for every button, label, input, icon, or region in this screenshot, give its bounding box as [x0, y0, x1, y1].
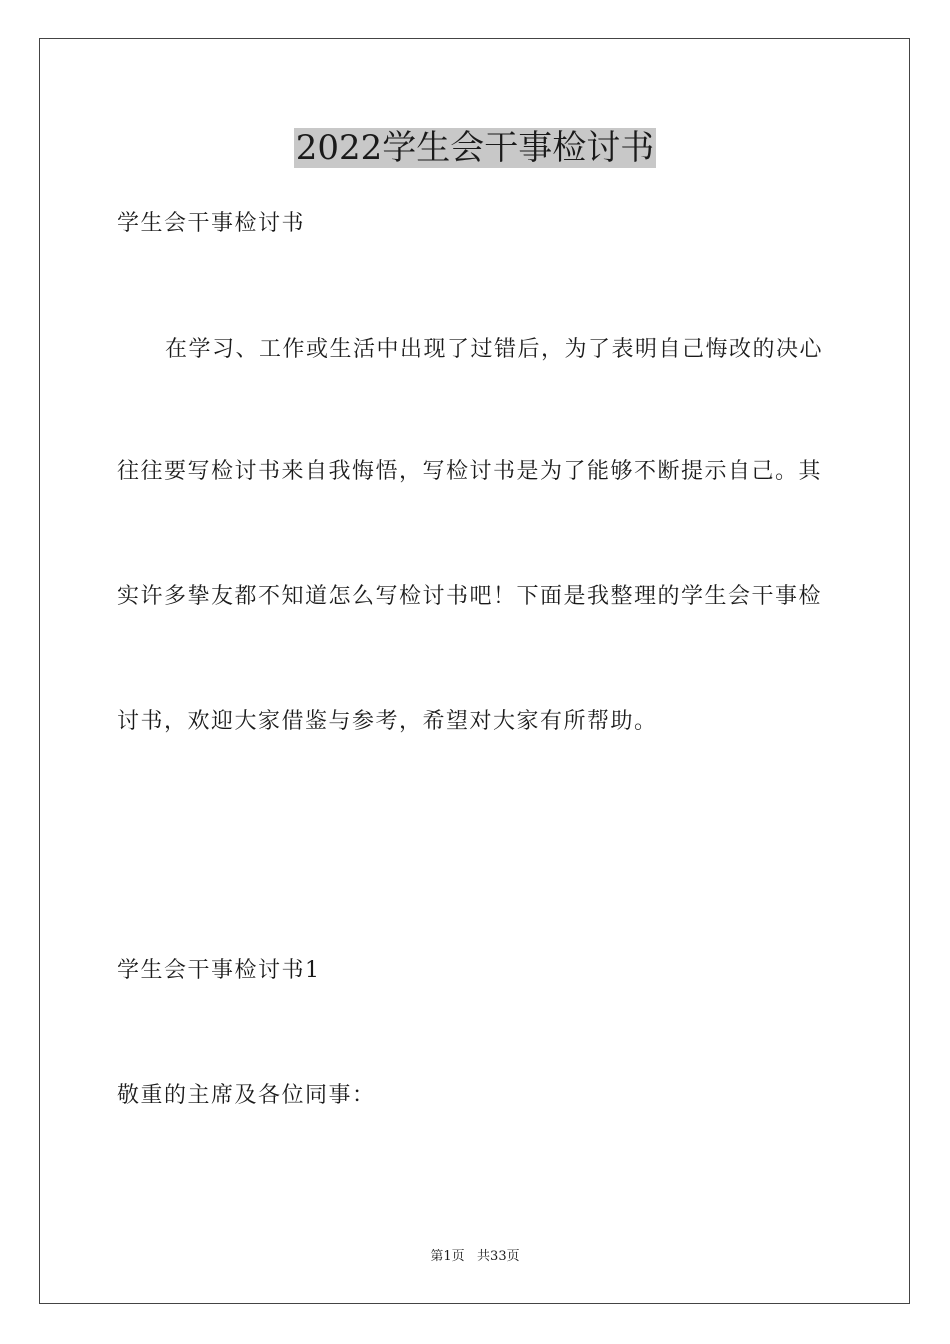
- document-subtitle: 学生会干事检讨书: [117, 211, 306, 236]
- intro-paragraph-line-3: 实许多挚友都不知道怎么写检讨书吧！下面是我整理的学生会干事检: [117, 584, 823, 609]
- intro-paragraph-line-4: 讨书，欢迎大家借鉴与参考，希望对大家有所帮助。: [117, 709, 658, 734]
- document-title: [0, 126, 950, 170]
- intro-paragraph-line-2: 往往要写检讨书来自我悔悟，写检讨书是为了能够不断提示自己。其: [117, 459, 823, 484]
- salutation: 敬重的主席及各位同事：: [117, 1083, 376, 1108]
- section-heading: 学生会干事检讨书1: [117, 958, 321, 983]
- document-title-text: 2022学生会干事检讨书: [295, 128, 655, 168]
- intro-paragraph-line-1: 在学习、工作或生活中出现了过错后，为了表明自己悔改的决心: [165, 337, 824, 362]
- page-number-footer: 第1页 共33页: [430, 1249, 520, 1264]
